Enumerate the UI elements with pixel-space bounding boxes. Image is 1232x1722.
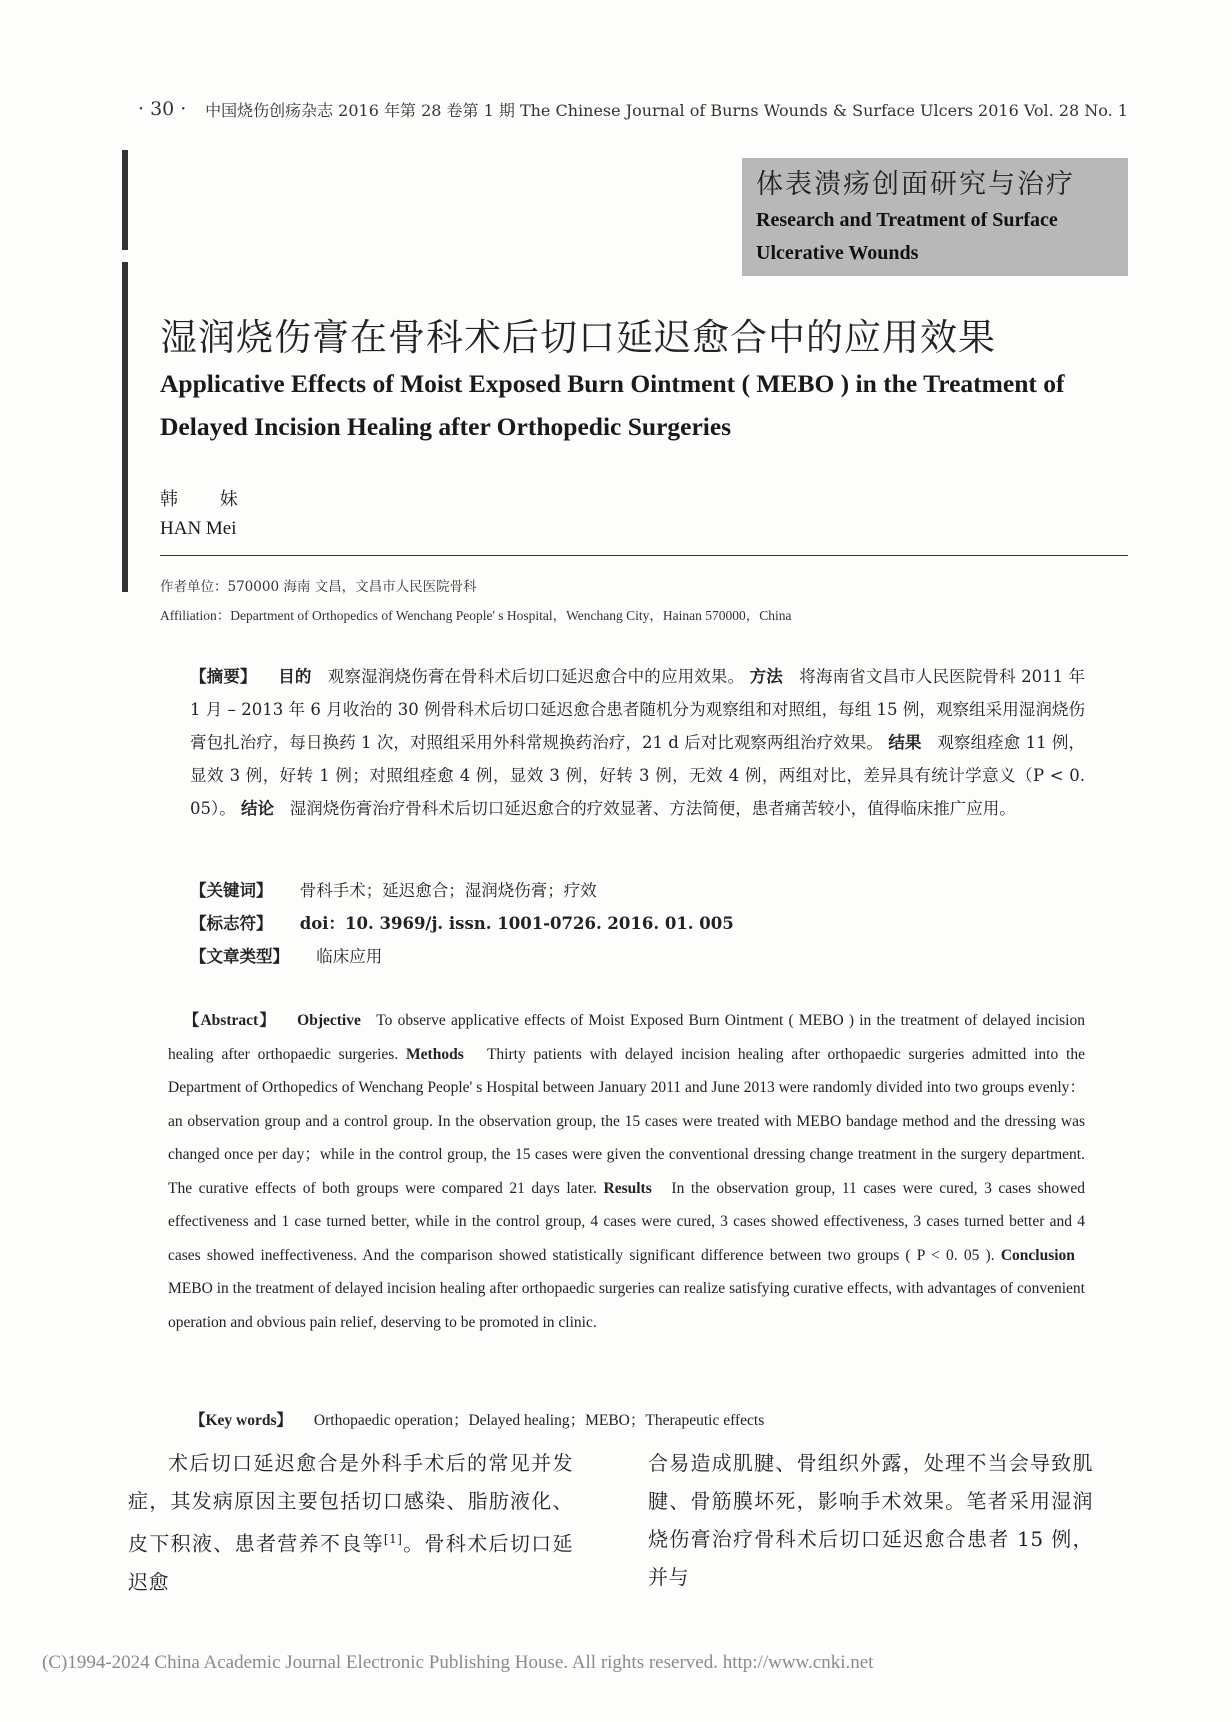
- objective-cn: 观察湿润烧伤膏在骨科术后切口延迟愈合中的应用效果。: [327, 667, 745, 686]
- methods-label-cn: 方法: [749, 667, 783, 686]
- objective-en: To observe applicative effects of Moist Exposed Burn Ointment ( MEBO ) in the treatment of delayed incision healing after orthopaedic surgeries.: [168, 1012, 1085, 1063]
- keywords-value-en: Orthopaedic operation；Delayed healing；MEBO；Therapeutic effects: [313, 1412, 765, 1429]
- author-name-cn: 韩 妹: [160, 489, 256, 510]
- results-label-cn: 结果: [888, 733, 922, 752]
- doi-line: [190, 910, 734, 934]
- conclusion-en: MEBO in the treatment of delayed incision healing after orthopaedic surgeries can realize satisfying curative effects, with advantages of convenient operation and obvious pain relief, deserving to be promoted in clinic.: [168, 1280, 1085, 1331]
- abstract-label-en: 【Abstract】: [183, 1012, 277, 1029]
- doi-label: 【标志符】: [190, 914, 273, 933]
- keywords-label-cn: 【关键词】: [190, 881, 273, 900]
- article-type-value: 临床应用: [316, 947, 383, 966]
- results-en: In the observation group, 11 cases were cured, 3 cases showed effectiveness and 1 case turned better, while in the control group, 4 cases were cured, 3 cases showed effectiveness, 3 cases turned better and 4 cases showed ineffectiveness. And the comparison showed statistically significant difference between two groups ( P < 0. 05 ).: [168, 1179, 1086, 1264]
- body-left-text: 术后切口延迟愈合是外科手术后的常见并发症，其发病原因主要包括切口感染、脂肪液化、皮下积液、患者营养不良等: [128, 1451, 573, 1556]
- doi-value: doi：10. 3969/j. issn. 1001-0726. 2016. 01. 005: [299, 914, 734, 933]
- conclusion-label-cn: 结论: [241, 799, 274, 818]
- results-cn: 观察组痊愈 11 例，显效 3 例，好转 1 例；对照组痊愈 4 例，显效 3 例，好转 3 例，无效 4 例，两组对比，差异具有统计学意义（P < 0. 05）。: [190, 733, 1085, 818]
- keywords-value-cn: 骨科手术；延迟愈合；湿润烧伤膏；疗效: [299, 881, 597, 900]
- page-number: · 30 ·: [138, 98, 187, 120]
- keywords-label-en: 【Key words】: [190, 1412, 293, 1429]
- copyright-footer: (C)1994-2024 China Academic Journal Electronic Publishing House. All rights reserved. http://www.cnki.net: [42, 1652, 874, 1673]
- article-title-cn: 湿润烧伤膏在骨科术后切口延迟愈合中的应用效果: [160, 316, 996, 359]
- body-column-left: [128, 1444, 573, 1601]
- results-label-en: Results: [603, 1179, 652, 1197]
- journal-citation: 中国烧伤创疡杂志 2016 年第 28 卷第 1 期 The Chinese Journal of Burns Wounds & Surface Ulcers 2016 Vol. 28 No. 1: [205, 101, 1128, 120]
- conclusion-cn: 湿润烧伤膏治疗骨科术后切口延迟愈合的疗效显著、方法简便，患者痛苦较小，值得临床推广应用。: [289, 799, 1016, 818]
- keywords-en: [190, 1408, 764, 1430]
- divider: [160, 555, 1128, 556]
- methods-en: Thirty patients with delayed incision healing after orthopaedic surgeries admitted into the Department of Orthopedics of Wenchang People' s Hospital between January 2011 and June 2013 were randomly divided into two groups evenly：an observation group and a control group. In the observation group, the 15 cases were treated with MEBO bandage method and the dressing was changed once per day；while in the control group, the 15 cases were given the conventional dressing change treatment in the surgery department. The curative effects of both groups were compared 21 days later.: [168, 1045, 1085, 1197]
- body-right-text: 合易造成肌腱、骨组织外露，处理不当会导致肌腱、骨筋膜坏死，影响手术效果。笔者采用湿润烧伤膏治疗骨科术后切口延迟愈合患者 15 例，并与: [648, 1451, 1093, 1589]
- left-margin-bar: [122, 262, 128, 592]
- section-title-en-line1: Research and Treatment of Surface: [756, 209, 1058, 231]
- objective-label-cn: 目的: [278, 667, 312, 686]
- article-title-en: Applicative Effects of Moist Exposed Burn Ointment ( MEBO ) in the Treatment of Delayed Incision Healing after Orthopedic Surgeries: [160, 369, 1065, 441]
- methods-cn: 将海南省文昌市人民医院骨科 2011 年 1 月 – 2013 年 6 月收治的 30 例骨科术后切口延迟愈合患者随机分为观察组和对照组，每组 15 例，观察组采用湿润烧伤膏包扎治疗，每日换药 1 次，对照组采用外科常规换药治疗，21 d 后对比观察两组治疗效果。: [190, 667, 1086, 752]
- methods-label-en: Methods: [406, 1045, 464, 1063]
- abstract-label-cn: 【摘要】: [190, 667, 257, 686]
- citation-ref: [1]: [383, 1532, 403, 1546]
- running-header: [138, 98, 1128, 124]
- keywords-cn: [190, 877, 597, 901]
- section-heading-box: [742, 158, 1128, 276]
- left-margin-bar: [122, 150, 128, 250]
- section-title-cn: 体表溃疡创面研究与治疗: [756, 169, 1075, 200]
- section-title-en-line2: Ulcerative Wounds: [756, 242, 919, 264]
- abstract-en: [168, 1004, 1085, 1339]
- article-type-line: [190, 943, 382, 967]
- abstract-cn: [190, 660, 1085, 825]
- body-column-right: [648, 1444, 1093, 1596]
- objective-label-en: Objective: [297, 1012, 361, 1029]
- article-type-label: 【文章类型】: [190, 947, 289, 966]
- conclusion-label-en: Conclusion: [1000, 1246, 1075, 1264]
- affiliation-cn: 作者单位：570000 海南 文昌，文昌市人民医院骨科: [160, 579, 477, 595]
- author-name-en: HAN Mei: [160, 518, 237, 539]
- affiliation-en: Affiliation：Department of Orthopedics of Wenchang People' s Hospital，Wenchang City，Hainan 570000，China: [160, 608, 792, 623]
- body-left-tail: 。骨科术后切口延迟愈: [128, 1531, 574, 1594]
